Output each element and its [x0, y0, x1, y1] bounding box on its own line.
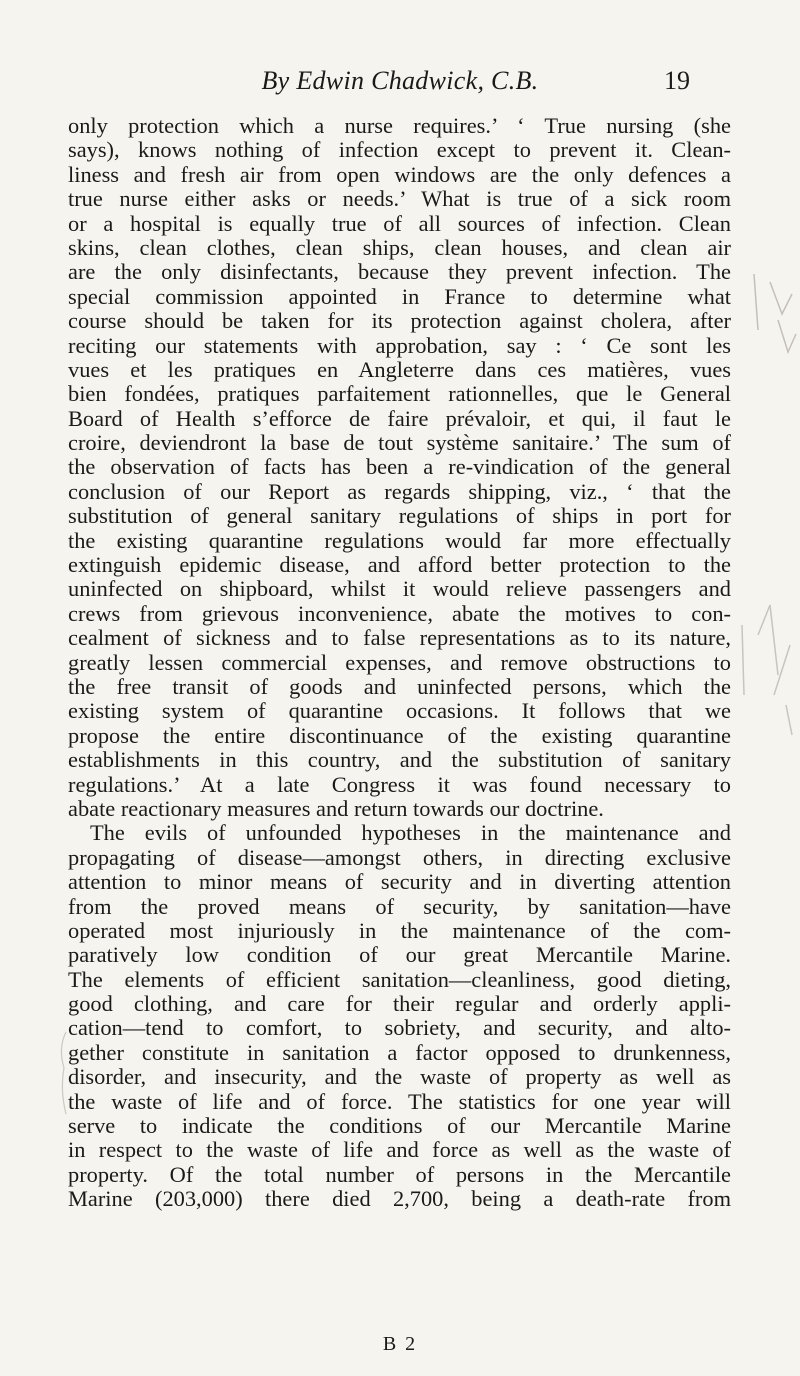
body-text	[68, 114, 731, 1212]
text-line: the observation of facts has been a re-vindication of the general	[68, 454, 731, 480]
text-line: special commission appointed in France to determine what	[68, 283, 731, 309]
text-line: conclusion of our Report as regards shipping, viz., ‘ that the	[68, 478, 731, 504]
text-line: the waste of life and of force. The statistics for one year will	[68, 1088, 731, 1114]
text-line: or a hospital is equally true of all sources of infection. Clean	[68, 210, 731, 236]
text-line: reciting our statements with approbation, say : ‘ Ce sont les	[68, 332, 731, 358]
text-line: greatly lessen commercial expenses, and remove obstructions to	[68, 649, 731, 675]
text-line: croire, deviendront la base de tout système sanitaire.’ The sum of	[68, 430, 731, 456]
text-line: substitution of general sanitary regulations of ships in port for	[68, 503, 731, 529]
text-line: The elements of efficient sanitation—cleanliness, good dieting,	[68, 966, 731, 992]
text-line: says), knows nothing of infection except to prevent it. Clean-	[68, 137, 731, 163]
text-line: extinguish epidemic disease, and afford better protection to the	[68, 552, 731, 578]
text-line: vues et les pratiques en Angleterre dans ces matières, vues	[68, 356, 731, 382]
text-line: cation—tend to comfort, to sobriety, and security, and alto-	[68, 1015, 731, 1041]
text-line: skins, clean clothes, clean ships, clean houses, and clean air	[68, 234, 731, 260]
text-line: existing system of quarantine occasions. It follows that we	[68, 698, 731, 724]
text-line: disorder, and insecurity, and the waste of property as well as	[68, 1064, 731, 1090]
text-line: establishments in this country, and the substitution of sanitary	[68, 747, 731, 773]
margin-pencil-mark	[748, 270, 800, 410]
text-line: course should be taken for its protection against cholera, after	[68, 308, 731, 334]
text-line: The evils of unfounded hypotheses in the maintenance and	[90, 820, 731, 846]
text-line: cealment of sickness and to false representations as to its nature,	[68, 625, 731, 651]
text-line: gether constitute in sanitation a factor opposed to drunkenness,	[68, 1039, 731, 1065]
text-line: are the only disinfectants, because they prevent infection. The	[68, 259, 731, 285]
text-line: liness and fresh air from open windows are the only defences a	[68, 161, 731, 187]
text-line: operated most injuriously in the maintenance of the com-	[68, 917, 731, 943]
text-line: property. Of the total number of persons in the Mercantile	[68, 1161, 731, 1187]
text-line: propose the entire discontinuance of the existing quarantine	[68, 722, 731, 748]
text-line: Board of Health s’efforce de faire prévaloir, et qui, il faut le	[68, 405, 731, 431]
text-line: Marine (203,000) there died 2,700, being a death-rate from	[68, 1186, 731, 1212]
text-line: in respect to the waste of life and force as well as the waste of	[68, 1137, 731, 1163]
text-line: the free transit of goods and uninfected persons, which the	[68, 673, 731, 699]
page-header	[0, 66, 800, 96]
text-line: abate reactionary measures and return towards our doctrine.	[68, 795, 604, 821]
text-line: attention to minor means of security and in diverting attention	[68, 869, 731, 895]
text-line: bien fondées, pratiques parfaitement rationnelles, que le General	[68, 381, 731, 407]
text-line: crews from grievous inconvenience, abate the motives to con-	[68, 600, 731, 626]
page-number: 19	[664, 66, 690, 95]
text-line: propagating of disease—amongst others, in directing exclusive	[68, 844, 731, 870]
text-line: only protection which a nurse requires.’ ‘ True nursing (she	[68, 113, 731, 138]
margin-pencil-mark	[56, 1028, 70, 1118]
signature-mark: B 2	[382, 1333, 418, 1355]
text-line: paratively low condition of our great Mercantile Marine.	[68, 942, 731, 968]
text-line: serve to indicate the conditions of our Mercantile Marine	[68, 1113, 731, 1139]
text-line: good clothing, and care for their regular and orderly appli-	[68, 991, 731, 1017]
text-line: from the proved means of security, by sanitation—have	[68, 893, 731, 919]
text-line: regulations.’ At a late Congress it was found necessary to	[68, 771, 731, 797]
text-line: true nurse either asks or needs.’ What is true of a sick room	[68, 186, 731, 212]
margin-pencil-mark	[738, 585, 798, 755]
text-line: the existing quarantine regulations would far more effectually	[68, 527, 731, 553]
text-line: uninfected on shipboard, whilst it would relieve passengers and	[68, 576, 731, 602]
running-head: By Edwin Chadwick, C.B.	[261, 66, 539, 95]
